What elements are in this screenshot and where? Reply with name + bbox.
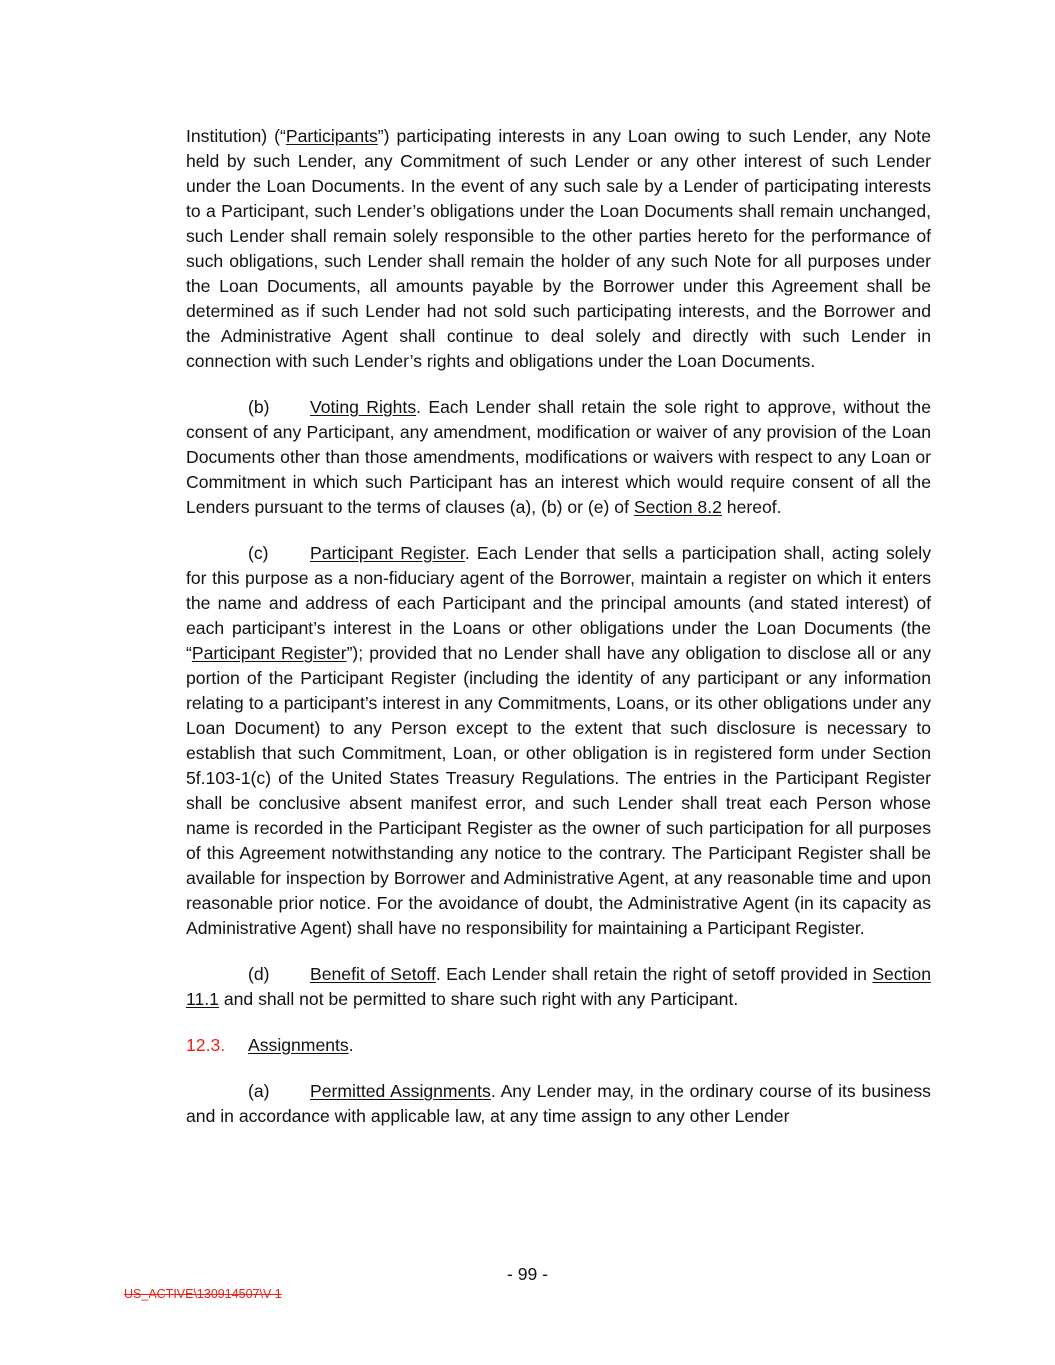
underlined-term: Section 11.1 [186,964,931,1009]
paragraph-voting-rights [186,395,931,520]
paragraph-permitted-assignments [186,1079,931,1129]
section-title: Assignments [248,1035,349,1055]
paragraph-continued [186,124,931,374]
paragraph-benefit-of-setoff [186,962,931,1012]
paragraph-group [186,124,931,1012]
paragraph-text: hereof. [721,497,782,517]
clause-label: (d) [248,964,270,984]
paragraph-text: . Each Lender shall retain the sole right to approve, without the consent of any Participant, any amendment, modification or waiver of any provision of the Loan Documents other than those amendments, modifications or waivers with respect to any Loan or Commitment in which such Participant has an interest which would require consent of all the Lenders pursuant to the terms of clauses (a), (b) or (e) of [186,397,931,517]
section-heading [186,1033,931,1058]
paragraph-text: Institution) (“ [186,126,286,146]
underlined-term: Permitted Assignments [310,1081,491,1101]
underlined-term: Participant Register [310,543,465,563]
paragraph-text: . Each Lender that sells a participation shall, acting solely for this purpose as a non-fiduciary agent of the Borrower, maintain a register on which it enters the name and address of each Participant and the principal amounts (and stated interest) of each participant’s interest in the Loans or other obligations under the Loan Documents (the “ [186,543,931,663]
clause-label: (b) [248,397,270,417]
underlined-term: Benefit of Setoff [310,964,436,984]
page-number: - 99 - [506,1264,549,1284]
clause-label: (c) [248,543,269,563]
paragraph-text: ”) participating interests in any Loan owing to such Lender, any Note held by such Lender, any Commitment of such Lender or any other interest of such Lender under the Loan Documents. In the event of any such sale by a Lender of participating interests to a Participant, such Lender’s obligations under the Loan Documents shall remain unchanged, such Lender shall remain solely responsible to the other parties hereto for the performance of such obligations, such Lender shall remain the holder of any such Note for all purposes under the Loan Documents, all amounts payable by the Borrower under this Agreement shall be determined as if such Lender had not sold such participating interests, and the Borrower and the Administrative Agent shall continue to deal solely and directly with such Lender in connection with such Lender’s rights and obligations under the Loan Documents. [186,126,931,371]
paragraph-text: ”); provided that no Lender shall have any obligation to disclose all or any portion of the Participant Register (including the identity of any participant or any information relating to a participant’s interest in any Commitments, Loans, or its other obligations under any Loan Document) to any Person except to the extent that such disclosure is necessary to establish that such Commitment, Loan, or other obligation is in registered form under Section 5f.103-1(c) of the United States Treasury Regulations. The entries in the Participant Register shall be conclusive absent manifest error, and such Lender shall treat each Person whose name is recorded in the Participant Register as the owner of such participation for all purposes of this Agreement notwithstanding any notice to the contrary. The Participant Register shall be available for inspection by Borrower and Administrative Agent, at any reasonable time and upon reasonable prior notice. For the avoidance of doubt, the Administrative Agent (in its capacity as Administrative Agent) shall have no responsibility for maintaining a Participant Register. [186,643,931,938]
document-body [186,124,931,1150]
underlined-term: Participant Register [191,643,347,663]
underlined-term: Section 8.2 [633,497,722,517]
paragraph-text: and shall not be permitted to share such right with any Participant. [218,989,739,1009]
paragraph-group [186,1079,931,1129]
paragraph-text: . Each Lender shall retain the right of setoff provided in [435,964,873,984]
section-title-period: . [348,1035,354,1055]
paragraph-participant-register [186,541,931,941]
underlined-term: Voting Rights [310,397,417,417]
underlined-term: Participants [285,126,378,146]
paragraph-text: . Any Lender may, in the ordinary course of its business and in accordance with applicable law, at any time assign to any other Lender [186,1081,931,1126]
section-number: 12.3. [186,1035,226,1055]
document-id: US_ACTIVE\130914507\V-1 [124,1287,282,1301]
clause-label: (a) [248,1081,270,1101]
